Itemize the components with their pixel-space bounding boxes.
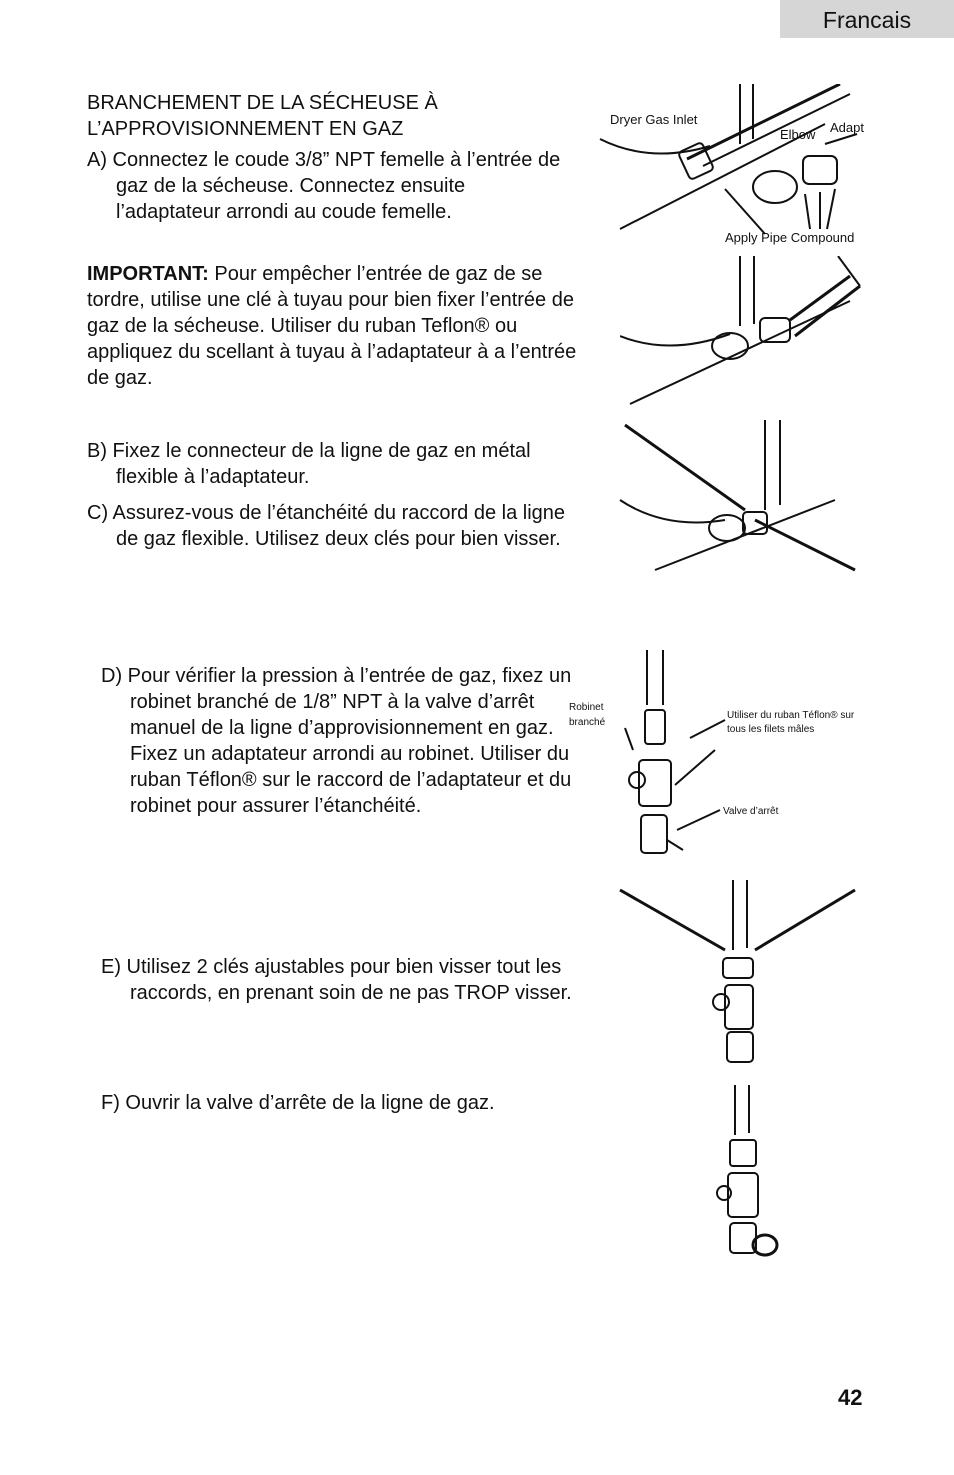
flex-line	[790, 276, 850, 320]
label-elbow: Elbow	[780, 127, 816, 142]
step-e: E) Utilisez 2 clés ajustables pour bien visser tout les raccords, en prenant soin de ne pas TROP visser.	[101, 956, 572, 1004]
step-c: C) Assurez-vous de l’étanchéité du raccord de la ligne de gaz flexible. Utilisez deux clés pour bien visser.	[87, 502, 566, 550]
adapter-fitting	[645, 710, 665, 744]
arrow-line	[725, 189, 765, 234]
step-a: A) Connectez le coude 3/8” NPT femelle à l’entrée de gaz de la sécheuse. Connectez ensuite l’adaptateur arrondi au coude femelle.	[87, 149, 561, 223]
important-note	[87, 261, 599, 391]
plug-fitting	[629, 772, 645, 788]
label-valve: Valve d’arrêt	[723, 806, 779, 817]
heading-line-1: BRANCHEMENT DE LA SÉCHEUSE À	[87, 92, 438, 114]
wrench-right	[755, 890, 855, 950]
step-b: B) Fixez le connecteur de la ligne de gaz en métal flexible à l’adaptateur.	[87, 440, 531, 488]
language-tab: Francais	[780, 0, 954, 38]
wrench-left	[625, 425, 745, 510]
label-teflon-1: Utiliser du ruban Téflon® sur	[727, 710, 855, 721]
elbow-fitting	[753, 171, 797, 203]
adapter-fitting	[803, 156, 837, 184]
tee-fitting	[725, 985, 753, 1029]
step-d: D) Pour vérifier la pression à l’entrée de gaz, fixez un robinet branché de 1/8” NPT à la valve d’arrêt manuel de la ligne d’approvisionnement en gaz. Fixez un adaptateur arrondi au robinet. Utiliser du ruban Téflon® sur le raccord de l’adaptateur et du robinet pour assurer l’étanchéité.	[101, 665, 572, 817]
important-label: IMPORTANT:	[87, 263, 209, 285]
heading-line-2: L’APPROVISIONNEMENT EN GAZ	[87, 118, 404, 140]
shutoff-valve	[641, 815, 667, 853]
label-dryer-gas-inlet: Dryer Gas Inlet	[610, 112, 698, 127]
arrow-valve	[677, 810, 720, 830]
tee-fitting	[728, 1173, 758, 1217]
step-f: F) Ouvrir la valve d’arrête de la ligne de gaz.	[101, 1092, 495, 1114]
figure-two-wrenches	[615, 420, 865, 580]
elbow-fitting	[712, 333, 748, 359]
section-heading	[87, 90, 557, 142]
label-robinet-1: Robinet	[569, 702, 604, 713]
label-teflon-2: tous les filets mâles	[727, 724, 815, 735]
dryer-outline-curve	[620, 500, 725, 523]
label-adapt: Adapt	[830, 120, 864, 135]
important-text: Pour empêcher l’entrée de gaz de se tordre, utilise une clé à tuyau pour bien fixer l’entrée de gaz de la sécheuse. Utiliser du ruban Teflon® ou appliquez du scellant à tuyau à l’adaptateur à a l’entrée de gaz.	[87, 263, 577, 389]
floor-line	[655, 500, 835, 570]
adapter-fitting	[760, 318, 790, 342]
figure-elbow-adapter	[595, 84, 885, 254]
wrench-left	[620, 890, 725, 950]
pipe-wrench-handle	[687, 84, 840, 159]
page-number: 42	[838, 1385, 863, 1410]
arrow-robinet	[625, 728, 633, 750]
wrench-right	[755, 520, 855, 570]
shutoff-valve	[727, 1032, 753, 1062]
figure-branch-tap	[565, 650, 895, 865]
elbow-fitting	[709, 515, 745, 541]
label-robinet-2: branché	[569, 717, 606, 728]
figure-flexible-connector	[620, 256, 870, 406]
figure-open-valve	[700, 1085, 810, 1265]
label-apply-pipe-compound: Apply Pipe Compound	[725, 230, 855, 245]
figure-tighten-fittings	[615, 880, 865, 1070]
